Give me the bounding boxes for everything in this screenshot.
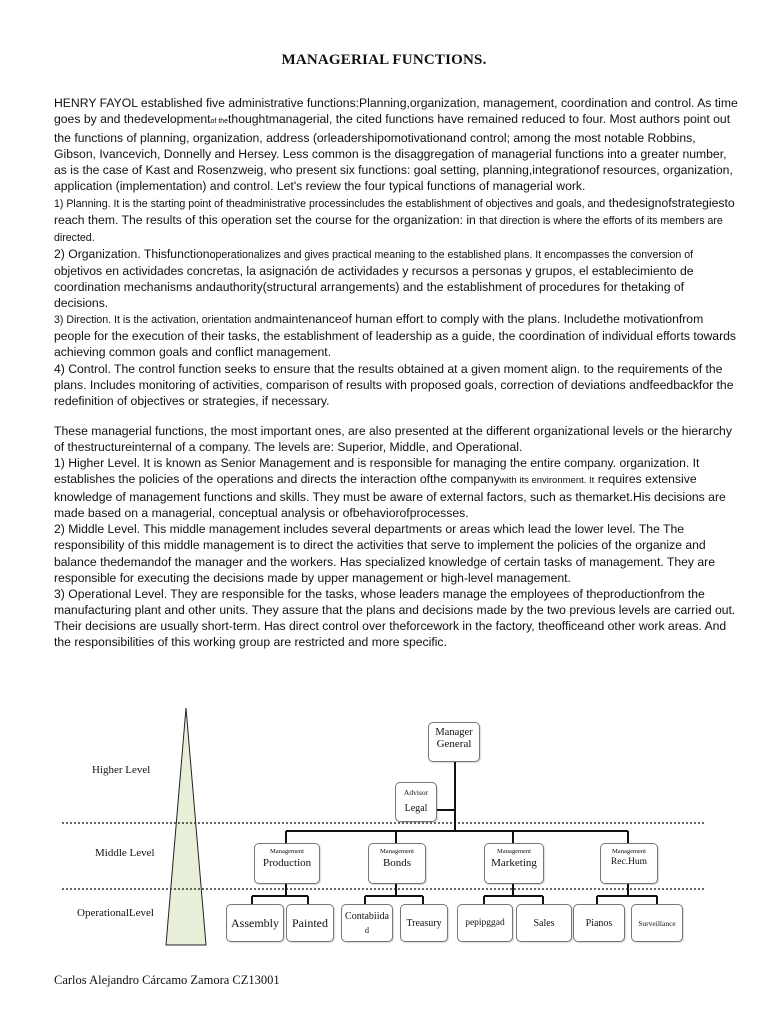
bullet-control [54,361,740,409]
higher-level-paragraph [54,455,740,521]
operational-level-paragraph: 3) Operational Level. They are responsible for the tasks, whose leaders manage the employees of theproductionfrom the manufacturing plant and other units. They assure that the plans and decisions made by the two previous levels are carried out. Their decisions are usually short-term. Has direct control over theforcework in the factory, theofficeand other work areas. And the responsibilities of this working group are restricted and more specific. [54,586,736,649]
document-body [54,95,740,650]
level-label-middle: Middle Level [95,847,155,859]
page-title: MANAGERIAL FUNCTIONS. [281,52,487,68]
manager-label: Manager [435,727,473,738]
leaf-pepipggad-box [457,904,513,942]
bullet-planning [54,195,740,246]
hierarchy-pyramid [166,708,206,945]
intro-of-the: of the [210,118,229,126]
manager-general-box [428,722,480,762]
author-footer: Carlos Alejandro Cárcamo Zamora CZ13001 [54,973,280,987]
planning-tail: that direction is where the efforts of its members are directed. [54,214,723,244]
leaf-surveillance-label: Surveillance [638,918,676,928]
direction-text: Includethe motivationfrom people for the execution of their tasks, the establishment of leadership as a guide, the coordination of individual efforts towards achieving common goals and conflict management. [54,312,737,360]
leaf-surveillance-box [631,904,683,942]
leaf-contabiida-label: Contabiida [345,911,389,922]
higher-text: 1) Higher Level. It is known as Senior Management and is responsible for managing the entire company. organization. It establishes the policies of the operations and directs the interaction ofthe company [54,455,700,487]
leaf-pepipggad-label: pepipggad [465,918,505,928]
management-label: Management [380,848,414,855]
intro-text-2: thoughtmanagerial, the cited functions have remained reduced to four. Most authors point out the functions of planning, organization, address (orleadershipomotivationand control; among the most notable Robbins, Gibson, Ivancevich, Donnelly and Hersey. Less common is the disaggregation of managerial functions into a greater number, as is the case of Kast and Rosenzweig, who present six functions: goal setting, planning,integrationof resources, organization, application (implementation) and control. Let's review the four typical functions of managerial work. [54,112,733,194]
management-label: Management [270,848,304,855]
intro-paragraph [54,95,740,195]
dept-bonds-label: Bonds [382,857,412,869]
organization-lead: 2) Organization. Thisfunction [54,246,210,261]
dept-rechum-label: Rec.Hum [610,857,648,867]
legal-label: Legal [404,803,428,814]
bullet-organization [54,246,740,311]
direction-small: 3) Direction. It is the activation, orientation and [54,314,272,327]
dept-bonds-box [368,843,426,884]
dept-rechum-box [600,843,658,884]
direction-lead: maintenanceof human effort to comply with the plans. [271,312,561,327]
planning-lead: 1) Planning. It is the starting point of theadministrative processincludes the establishment of objectives and goals, and [54,197,606,210]
legal-advisor-box [395,782,437,822]
dept-production-label: Production [262,857,312,869]
higher-small: with its environment. It [499,475,595,487]
organization-text: objetivos en actividades concretas, la asignación de actividades y recursos a personas y grupos, el establecimiento de coordination mechanisms andauthority(structural arrangements) and the establishment of procedures for thetaking of decisions. [54,263,694,311]
org-chart-diagram [0,700,768,960]
leaf-painted-box [286,904,334,942]
leaf-pianos-box [573,904,625,942]
paragraph-gap [54,409,740,423]
leaf-sales-box [516,904,572,942]
advisor-label: Advisor [403,788,429,797]
intro-text-1: HENRY FAYOL established five administrative functions:Planning,organization, management, coordination and control. As time goes by and thedevelopment [54,96,738,127]
planning-text: thedesignofstrategiesto reach them. The results of this operation set the course for the organization: in [54,195,735,227]
leaf-treasury-box [400,904,448,942]
leaf-assembly-label: Assembly [231,915,279,930]
dept-marketing-label: Marketing [491,857,537,869]
organization-small: operationalizes and gives practical meaning to the established plans. It encompasses the conversion of [209,248,694,261]
leaf-painted-label: Painted [292,915,328,930]
middle-level-paragraph: 2) Middle Level. This middle management includes several departments or areas which lead the lower level. The The responsibility of this middle management is to direct the activities that serve to implement the policies of the organize and balance thedemandof the manager and the workers. Has specialized knowledge of certain tasks of management. They are responsible for executing the decisions made by upper management or high-level management. [54,522,715,585]
leaf-assembly-box [226,904,284,942]
leaf-sales-label: Sales [533,917,555,929]
leaf-contabiida-extra: d [365,926,369,935]
dept-marketing-box [484,843,544,884]
general-label: General [436,738,472,750]
management-label: Management [497,848,531,855]
higher-text-2: requires extensive knowledge of management functions and skills. They must be aware of external factors, such as themarket.His decisions are made based on a managerial, conceptual analysis or ofbehaviorofprocesses. [54,472,726,521]
control-lead: 4) Control. The control function seeks to ensure that the results obtained at a given moment align. [54,361,581,376]
level-label-higher: Higher Level [92,764,151,776]
leaf-pianos-label: Pianos [585,917,613,929]
leaf-contabiida-box [341,904,393,942]
management-label: Management [612,848,646,855]
control-text: to the requirements of the plans. Includes monitoring of activities, comparison of results with proposed goals, correction of deviations andfeedbackfor the redefinition of objectives or strategies, if necessary. [54,361,734,408]
dept-production-box [254,843,320,884]
leaf-treasury-label: Treasury [406,917,442,929]
level-label-operational: OperationalLevel [77,907,154,919]
levels-intro: These managerial functions, the most important ones, are also presented at the different organizational levels or the hierarchy of thestructureinternal of a company. The levels are: Superior, Middle, and Operational. [54,423,732,454]
bullet-direction [54,311,740,360]
